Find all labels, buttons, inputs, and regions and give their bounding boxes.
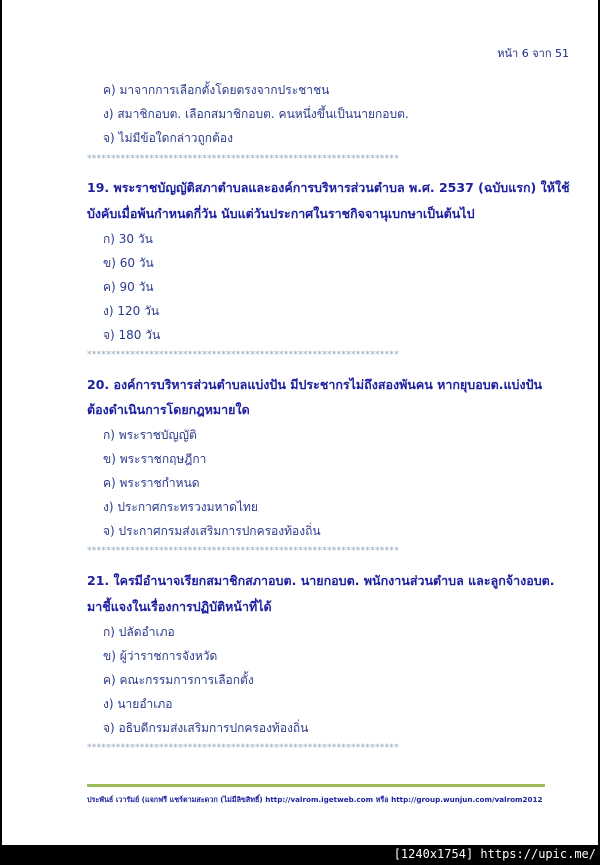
option: ข) ผู้ว่าราชการจังหวัด xyxy=(103,649,218,663)
question-21: 21. ใครมีอำนาจเรียกสมาชิกสภาอบต. นายกอบต. พนักงานส่วนตำบล และลูกจ้างอบต. xyxy=(87,573,555,588)
footer-rule xyxy=(87,784,545,787)
question-20-cont: ต้องดำเนินการโดยกฎหมายใด xyxy=(87,402,250,417)
option: ข) พระราชกฤษฎีกา xyxy=(103,452,207,466)
page-indicator: หน้า 6 จาก 51 xyxy=(497,47,569,60)
footer-text: ประพันธ์ เวารัมย์ (แจกฟรี แชร์ตามสะดวก (ไม่มีลิขสิทธิ์) http://valrom.igetweb.com หรือ http://group.wunjun.com/valrom2012 xyxy=(87,795,543,804)
option: จ) 180 วัน xyxy=(103,328,161,342)
separator: ***************************************************************** xyxy=(87,743,399,753)
option: ง) สมาชิกอบต. เลือกสมาชิกอบต. คนหนึ่งขึ้นเป็นนายกอบต. xyxy=(103,107,409,121)
option: จ) ไม่มีข้อใดกล่าวถูกต้อง xyxy=(103,131,233,145)
question-20: 20. องค์การบริหารส่วนตำบลแบ่งปัน มีประชากรไม่ถึงสองพันคน หากยุบอบต.แบ่งปัน xyxy=(87,377,543,392)
option: ค) 90 วัน xyxy=(103,280,154,294)
question-19: 19. พระราชบัญญัติสภาตำบลและองค์การบริหารส่วนตำบล พ.ศ. 2537 (ฉบับแรก) ให้ใช้ xyxy=(87,180,570,195)
option: จ) อธิบดีกรมส่งเสริมการปกครองท้องถิ่น xyxy=(103,721,309,735)
watermark: [1240x1754] https://upic.me/ xyxy=(393,847,596,861)
document-page xyxy=(2,0,598,845)
option: ง) นายอำเภอ xyxy=(103,697,173,711)
option: ก) ปลัดอำเภอ xyxy=(103,625,175,639)
question-19-cont: บังคับเมื่อพ้นกำหนดกี่วัน นับแต่วันประกาศในราชกิจจานุเบกษาเป็นต้นไป xyxy=(87,206,475,221)
option: ก) พระราชบัญญัติ xyxy=(103,428,197,442)
option: ข) 60 วัน xyxy=(103,256,154,270)
separator: ***************************************************************** xyxy=(87,350,399,360)
option: ง) ประกาศกระทรวงมหาดไทย xyxy=(103,500,258,514)
option: ง) 120 วัน xyxy=(103,304,160,318)
option: ค) คณะกรรมการการเลือกตั้ง xyxy=(103,673,254,687)
option: จ) ประกาศกรมส่งเสริมการปกครองท้องถิ่น xyxy=(103,524,321,538)
separator: ***************************************************************** xyxy=(87,154,399,164)
option: ค) มาจากการเลือกตั้งโดยตรงจากประชาชน xyxy=(103,83,330,97)
separator: ***************************************************************** xyxy=(87,546,399,556)
question-21-cont: มาชี้แจงในเรื่องการปฏิบัติหน้าที่ได้ xyxy=(87,599,272,614)
option: ค) พระราชกำหนด xyxy=(103,476,200,490)
option: ก) 30 วัน xyxy=(103,232,153,246)
